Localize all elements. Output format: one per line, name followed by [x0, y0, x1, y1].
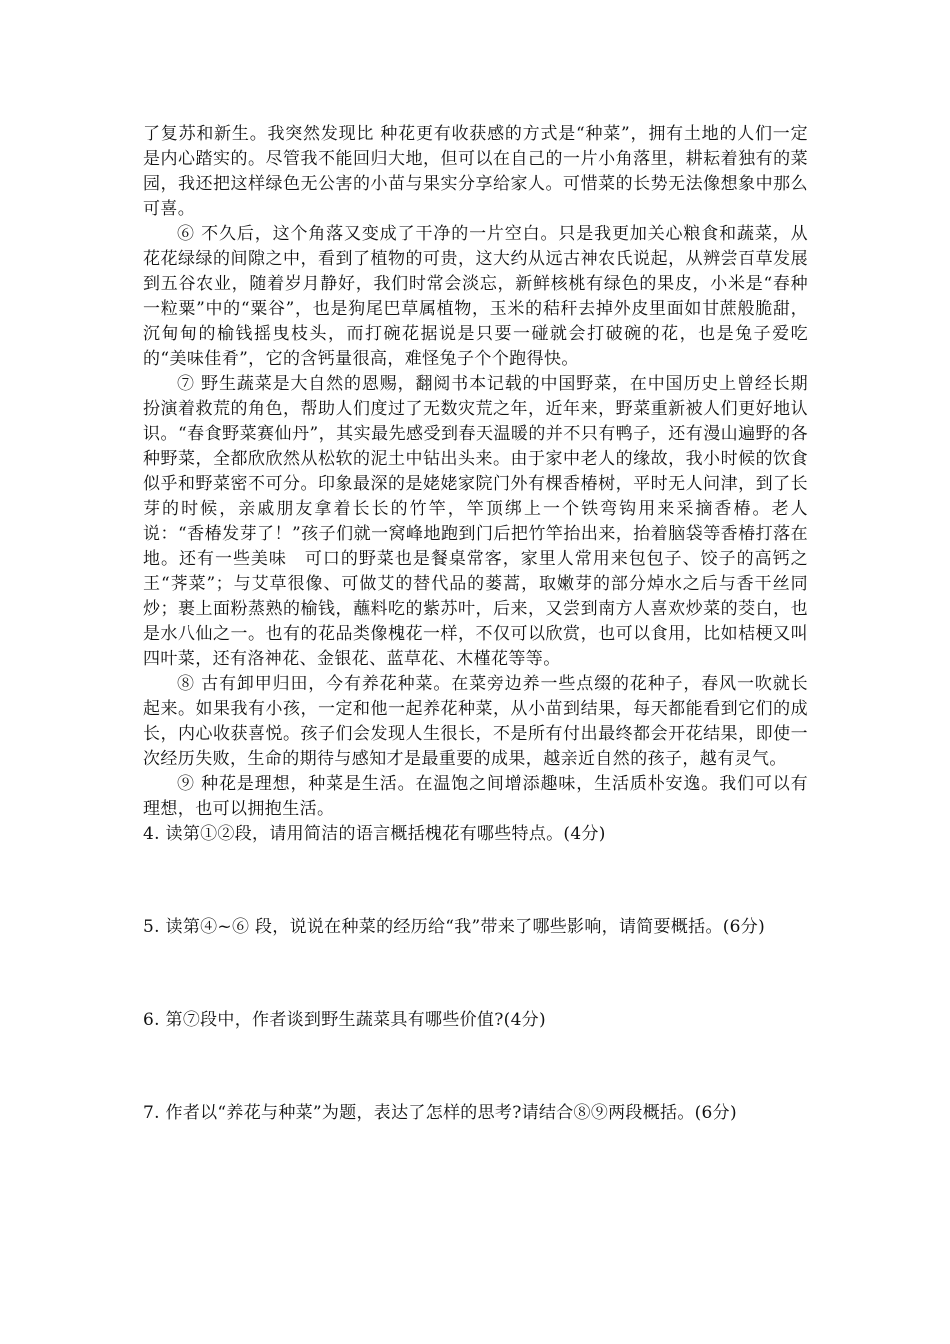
paragraph-7: ⑦ 野生蔬菜是大自然的恩赐，翻阅书本记载的中国野菜，在中国历史上曾经长期扮演着救荒的角色，帮助人们度过了无数灾荒之年，近年来，野菜重新被人们更好地认识。“春食野菜赛仙丹”，其实最先感受到春天温暖的并不只有鸭子，还有漫山遍野的各种野菜，全都欣欣然从松软的泥土中钻出头来。由于家中老人的缘故，我小时候的饮食似乎和野菜密不可分。印象最深的是姥姥家院门外有棵香椿树，平时无人问津，到了长芽的时候，亲戚朋友拿着长长的竹竿，竿顶绑上一个铁弯钩用来采摘香椿。老人说：“香椿发芽了！”孩子们就一窝峰地跑到门后把竹竿抬出来，抬着脑袋等香椿打落在地。还有一些美味 可口的野菜也是餐桌常客，家里人常用来包包子、饺子的高钙之王“荠菜”；与艾草很像、可做艾的替代品的蒌蒿，取嫩芽的部分焯水之后与香干丝同炒；裹上面粉蒸熟的榆钱，蘸料吃的紫苏叶，后来，又尝到南方人喜欢炒菜的茭白，也是水八仙之一。也有的花品类像槐花一样，不仅可以欣赏，也可以食用，比如桔梗又叫四叶菜，还有洛神花、金银花、蓝草花、木槿花等等。 [143, 374, 808, 669]
question-6: 6. 第⑦段中，作者谈到野生蔬菜具有哪些价值?(4分) [143, 1010, 546, 1030]
exam-page [143, 122, 808, 1126]
paragraph-8: ⑧ 古有卸甲归田，今有养花种菜。在菜旁边养一些点缀的花种子，春风一吹就长起来。如果我有小孩，一定和他一起养花种菜，从小苗到结果，每天都能看到它们的成长，内心收获喜悦。孩子们会发现人生很长，不是所有付出最终都会开花结果，即使一次经历失败，生命的期待与感知才是最重要的成果，越亲近自然的孩子，越有灵气。 [143, 674, 808, 769]
question-list [143, 822, 808, 1126]
paragraph-6: ⑥ 不久后，这个角落又变成了干净的一片空白。只是我更加关心粮食和蔬菜，从花花绿绿的间隙之中，看到了植物的可贵，这大约从远古神农氏说起，从辨尝百草发展到五谷农业，随着岁月静好，我们时常会淡忘，新鲜核桃有绿色的果皮，小米是“春种一粒粟”中的“粟谷”，也是狗尾巴草属植物，玉米的秸秆去掉外皮里面如甘蔗般脆甜，沉甸甸的榆钱摇曳枝头，而打碗花据说是只要一碰就会打破碗的花，也是兔子爱吃的“美味佳肴”，它的含钙量很高，难怪兔子个个跑得快。 [143, 224, 808, 369]
question-7: 7. 作者以“养花与种菜”为题，表达了怎样的思考?请结合⑧⑨两段概括。(6分) [143, 1103, 737, 1123]
paragraph-9: ⑨ 种花是理想，种菜是生活。在温饱之间增添趣味，生活质朴安逸。我们可以有理想，也可以拥抱生活。 [143, 774, 808, 819]
answer-space-6 [143, 1033, 808, 1101]
question-5: 5. 读第④~⑥ 段，说说在种菜的经历给“我”带来了哪些影响，请简要概括。(6分) [143, 917, 766, 937]
answer-space-4 [143, 847, 808, 915]
paragraph-5-continued: 了复苏和新生。我突然发现比 种花更有收获感的方式是“种菜”，拥有土地的人们一定是内心踏实的。尽管我不能回归大地，但可以在自己的一片小角落里，耕耘着独有的菜园，我还把这样绿色无公害的小苗与果实分享给家人。可惜菜的长势无法像想象中那么可喜。 [143, 124, 808, 219]
article-body [143, 122, 808, 822]
answer-space-5 [143, 940, 808, 1008]
question-4: 4. 读第①②段，请用简洁的语言概括槐花有哪些特点。(4分) [143, 824, 606, 844]
